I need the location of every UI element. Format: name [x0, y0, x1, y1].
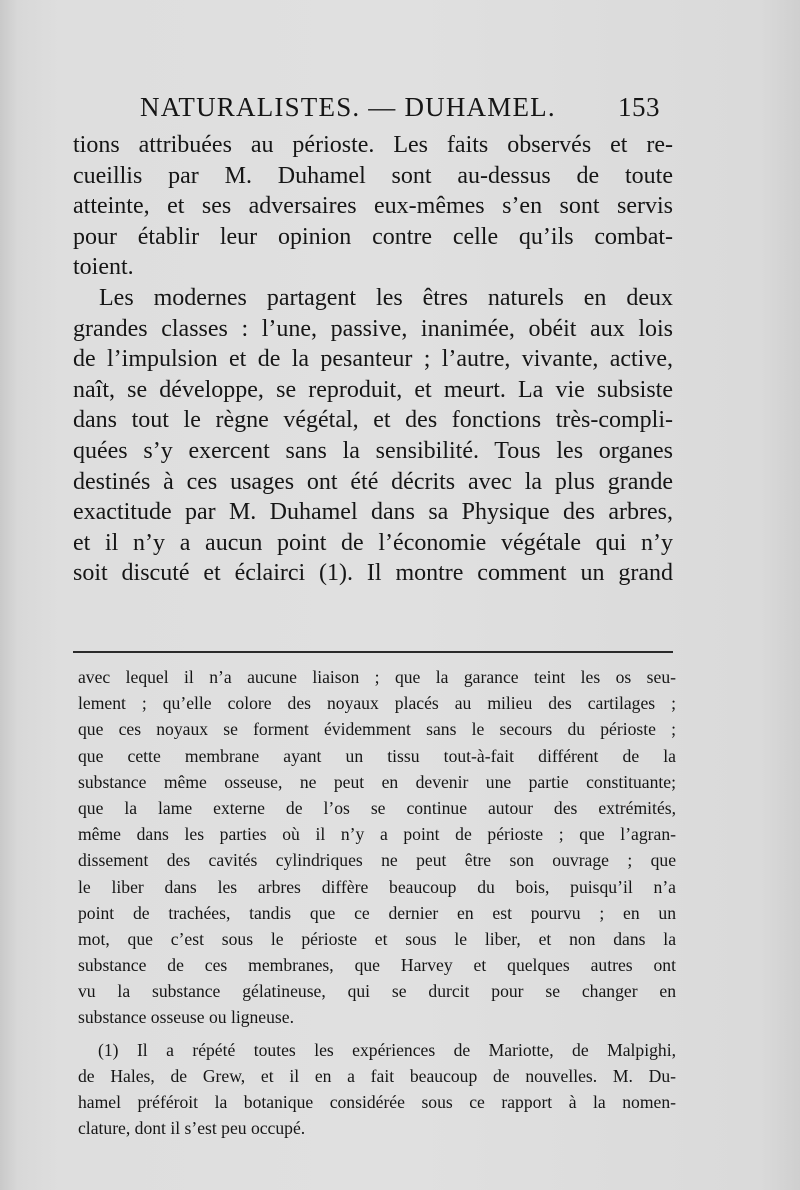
footnote-line: (1) Il a répété toutes les expériences de Mariotte, de Malpighi,	[98, 1039, 676, 1060]
footnote-line: que cette membrane ayant un tissu tout-à-fait différent de la	[78, 745, 676, 766]
body-line: et il n’y a aucun point de l’économie végétale qui n’y	[73, 529, 673, 556]
footnote-line: le liber dans les arbres diffère beaucoup du bois, puisqu’il n’a	[78, 876, 676, 897]
body-line: dans tout le règne végétal, et des fonctions très-compli-	[73, 407, 673, 434]
footnote-line: substance même osseuse, ne peut en devenir une partie constituante;	[78, 771, 676, 792]
footnotes	[78, 664, 676, 1141]
body-line: atteinte, et ses adversaires eux-mêmes s’en sont servis	[73, 193, 673, 220]
page-number: 153	[618, 92, 660, 122]
body-line: pour établir leur opinion contre celle qu’ils combat-	[73, 223, 673, 250]
body-line: Les modernes partagent les êtres naturels en deux	[99, 284, 673, 311]
footnote-line: même dans les parties où il n’y a point de périoste ; que l’agran-	[78, 824, 676, 845]
body-line: grandes classes : l’une, passive, inanimée, obéit aux lois	[73, 315, 673, 342]
footnote-line: clature, dont il s’est peu occupé.	[78, 1118, 306, 1139]
body-line: tions attribuées au périoste. Les faits observés et re-	[73, 132, 673, 158]
footnote-line: mot, que c’est sous le périoste et sous le liber, et non dans la	[78, 928, 676, 949]
body-line: cueillis par M. Duhamel sont au-dessus de toute	[73, 162, 673, 189]
body-line: naît, se développe, se reproduit, et meurt. La vie subsiste	[73, 376, 673, 403]
body-line: soit discuté et éclairci (1). Il montre comment un grand	[73, 560, 673, 587]
footnote-line: que la lame externe de l’os se continue autour des extrémités,	[78, 797, 676, 818]
body-line: exactitude par M. Duhamel dans sa Physique des arbres,	[73, 499, 673, 526]
footnote-line: point de trachées, tandis que ce dernier en est pourvu ; en un	[78, 902, 676, 923]
footnote-line: de Hales, de Grew, et il en a fait beaucoup de nouvelles. M. Du-	[78, 1065, 676, 1086]
footnote-line: vu la substance gélatineuse, qui se durcit pour se changer en	[78, 981, 676, 1002]
body-line: quées s’y exercent sans la sensibilité. Tous les organes	[73, 437, 673, 464]
page-header	[140, 92, 660, 132]
body-line: destinés à ces usages ont été décrits avec la plus grande	[73, 468, 673, 495]
footnote-line: substance de ces membranes, que Harvey et quelques autres ont	[78, 955, 676, 976]
body-line: de l’impulsion et de la pesanteur ; l’autre, vivante, active,	[73, 346, 673, 373]
footnote-line: hamel préféroit la botanique considérée sous ce rapport à la nomen-	[78, 1092, 676, 1112]
footnote-line: avec lequel il n’a aucune liaison ; que la garance teint les os seu-	[78, 667, 676, 687]
main-text	[73, 130, 673, 589]
footnote-line: substance osseuse ou ligneuse.	[78, 1007, 294, 1028]
running-head: NATURALISTES. — DUHAMEL.	[140, 92, 556, 122]
body-line: toient.	[73, 254, 134, 281]
footnote-divider	[73, 651, 673, 653]
footnote-line: dissement des cavités cylindriques ne peut être son ouvrage ; que	[78, 850, 676, 871]
footnote-line: lement ; qu’elle colore des noyaux placés au milieu des cartilages ;	[78, 693, 676, 714]
footnote-line: que ces noyaux se forment évidemment sans le secours du périoste ;	[78, 719, 676, 740]
